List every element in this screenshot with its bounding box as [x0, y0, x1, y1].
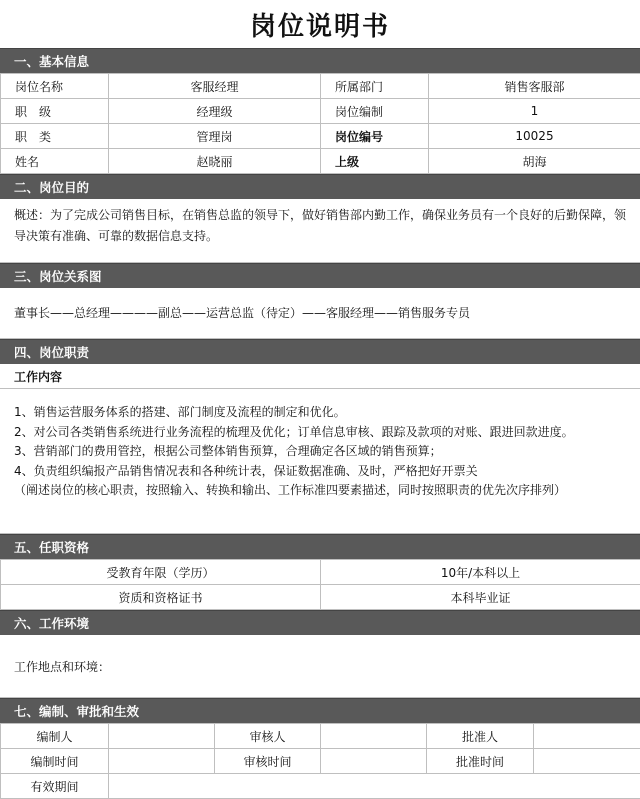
- qualification-label: 资质和资格证书: [1, 585, 321, 610]
- duty-item: 4、负责组织编报产品销售情况表和各种统计表，保证数据准确、及时，严格把好开票关: [14, 462, 626, 482]
- basic-info-row: [1, 99, 640, 124]
- approval-label-validity: 有效期间: [1, 774, 109, 799]
- approval-label-compiler: 编制人: [1, 724, 109, 749]
- basic-label: 职 级: [1, 99, 109, 124]
- qualification-row: [1, 585, 640, 610]
- basic-value: 10025: [429, 124, 640, 149]
- approval-label-compile-time: 编制时间: [1, 749, 109, 774]
- basic-label: 上级: [321, 149, 429, 174]
- approval-value-compiler[interactable]: [109, 724, 215, 749]
- section-basic-info: 一、基本信息: [0, 48, 640, 73]
- basic-info-row: [1, 74, 640, 99]
- approval-value-reviewer[interactable]: [321, 724, 427, 749]
- section-duties: 四、岗位职责: [0, 339, 640, 364]
- basic-value: 1: [429, 99, 640, 124]
- qualification-value: 本科毕业证: [321, 585, 640, 610]
- basic-value: 销售客服部: [429, 74, 640, 99]
- relation-chain: [0, 288, 640, 339]
- qualification-table: [0, 559, 640, 610]
- basic-label: 所属部门: [321, 74, 429, 99]
- approval-value-approve-time[interactable]: [534, 749, 640, 774]
- basic-value: 客服经理: [109, 74, 321, 99]
- approval-label-approver: 批准人: [427, 724, 534, 749]
- qualification-label: 受教育年限（学历）: [1, 560, 321, 585]
- basic-value: 经理级: [109, 99, 321, 124]
- basic-value: 管理岗: [109, 124, 321, 149]
- section-approval: 七、编制、审批和生效: [0, 698, 640, 723]
- approval-label-reviewer: 审核人: [215, 724, 321, 749]
- duty-item: 2、对公司各类销售系统进行业务流程的梳理及优化；订单信息审核、跟踪及款项的对账、跟进回款进度。: [14, 423, 626, 443]
- basic-label: 岗位名称: [1, 74, 109, 99]
- basic-info-row: [1, 149, 640, 174]
- basic-info-table: [0, 73, 640, 174]
- qualification-row: [1, 560, 640, 585]
- basic-value: 胡海: [429, 149, 640, 174]
- duties-list: [0, 389, 640, 534]
- approval-value-compile-time[interactable]: [109, 749, 215, 774]
- section-environment: 六、工作环境: [0, 610, 640, 635]
- basic-info-row: [1, 124, 640, 149]
- approval-label-review-time: 审核时间: [215, 749, 321, 774]
- environment-label: 工作地点和环境：: [14, 658, 110, 675]
- approval-value-approver[interactable]: [534, 724, 640, 749]
- basic-label: 姓名: [1, 149, 109, 174]
- basic-label: 岗位编号: [321, 124, 429, 149]
- approval-label-approve-time: 批准时间: [427, 749, 534, 774]
- basic-label: 岗位编制: [321, 99, 429, 124]
- document-title: 岗位说明书: [0, 0, 640, 48]
- section-relation: 三、岗位关系图: [0, 263, 640, 288]
- approval-value-validity[interactable]: [109, 774, 640, 799]
- duty-item: 3、营销部门的费用管控，根据公司整体销售预算，合理确定各区域的销售预算；: [14, 442, 626, 462]
- duty-item: 1、销售运营服务体系的搭建、部门制度及流程的制定和优化。: [14, 403, 626, 423]
- basic-label: 职 类: [1, 124, 109, 149]
- relation-text: 董事长——总经理————副总——运营总监（待定）——客服经理——销售服务专员: [14, 303, 470, 324]
- approval-table: [0, 723, 640, 799]
- qualification-value: 10年/本科以上: [321, 560, 640, 585]
- duty-note: （阐述岗位的核心职责，按照输入、转换和输出、工作标准四要素描述，同时按照职责的优先次序排列）: [14, 481, 626, 501]
- approval-value-review-time[interactable]: [321, 749, 427, 774]
- section-qualification: 五、任职资格: [0, 534, 640, 559]
- duties-header: 工作内容: [0, 364, 640, 389]
- section-purpose: 二、岗位目的: [0, 174, 640, 199]
- basic-value: 赵晓丽: [109, 149, 321, 174]
- environment-field: [0, 635, 640, 698]
- purpose-text: 概述：为了完成公司销售目标，在销售总监的领导下，做好销售部内勤工作，确保业务员有一个良好的后勤保障，领导决策有准确、可靠的数据信息支持。: [0, 199, 640, 263]
